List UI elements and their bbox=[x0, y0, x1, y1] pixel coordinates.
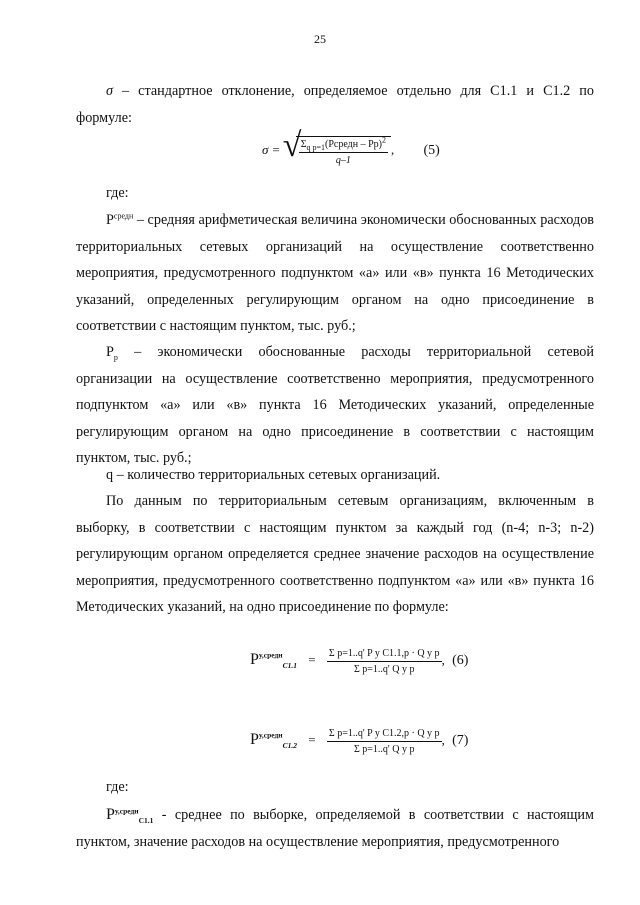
final-definition bbox=[76, 802, 594, 855]
final-sub: C1.1 bbox=[138, 815, 154, 825]
formula-7-eq: = bbox=[308, 732, 316, 748]
sigma-definition-text: – стандартное отклонение, определяемое отдельно для С1.1 и С1.2 по формуле: bbox=[76, 83, 594, 126]
sigma-definition bbox=[76, 78, 594, 131]
where-label-1: где: bbox=[106, 185, 129, 201]
formula-6-lhs-sup: у,средн bbox=[258, 651, 283, 661]
formula-6-comma: , bbox=[441, 652, 445, 668]
main-paragraph: По данным по территориальным сетевым организациям, включенным в выборку, в соответствии с настоящим пунктом за каждый год (n-4; n-3; n-2) регулирующим органом определяется среднее значение расходов на осуществление мероприятия, предусмотренного соответственно подпунктом «а» или «в» пункта 16 Методических указаний, на одно присоединение по формуле: bbox=[76, 493, 594, 615]
power: 2 bbox=[382, 135, 386, 145]
formula-5-numerator bbox=[299, 135, 388, 153]
final-symbol bbox=[106, 807, 153, 823]
formula-6-lhs-sub: C1.1 bbox=[282, 661, 298, 671]
formula-5-number: (5) bbox=[423, 142, 440, 158]
final-text: - среднее по выборке, определяемой в соответствии с настоящим пунктом, значение расходов на осуществление мероприятия, предусмотренного bbox=[76, 807, 594, 850]
sum-symbol: Σ bbox=[300, 139, 307, 150]
formula-7 bbox=[250, 728, 468, 755]
formula-7-comma: , bbox=[441, 732, 445, 748]
formula-7-fraction bbox=[327, 728, 442, 755]
q-definition: q – количество территориальных сетевых организаций. bbox=[106, 467, 441, 483]
formula-6-denominator: Σ p=1..q' Q у p bbox=[353, 664, 415, 675]
formula-7-number: (7) bbox=[452, 733, 469, 749]
psredn-text: – средняя арифметическая величина экономически обоснованных расходов территориальных сетевых организаций на осуществление соответственно мероприятия, предусмотренного подпунктом «а» или «в» пункта 16 Методических указаний, определенных регулирующим органом на одно присоединение в соответствии с настоящим пунктом, тыс. руб.; bbox=[76, 212, 594, 334]
where-label-2: где: bbox=[106, 779, 129, 795]
formula-7-lhs bbox=[250, 731, 298, 751]
formula-5-lhs: σ = bbox=[262, 141, 281, 157]
final-letter: P bbox=[106, 806, 115, 823]
formula-6-numerator: Σ p=1..q' P у C1.1,p · Q у p bbox=[327, 648, 442, 662]
psredn-sup: средн bbox=[113, 211, 134, 221]
psredn-letter: P bbox=[106, 212, 114, 228]
pp-sub: р bbox=[113, 352, 118, 362]
page-number: 25 bbox=[314, 32, 326, 46]
numerator-body: (Pсредн – Pр) bbox=[325, 139, 382, 150]
formula-6-number: (6) bbox=[452, 653, 469, 669]
psredn-definition bbox=[76, 207, 594, 340]
final-sup: у,средн bbox=[114, 806, 139, 816]
formula-7-lhs-letter: P bbox=[250, 731, 259, 749]
psredn-symbol bbox=[106, 212, 133, 228]
pp-letter: P bbox=[106, 344, 114, 360]
formula-5-comma: , bbox=[391, 141, 395, 157]
formula-6-lhs bbox=[250, 651, 298, 671]
formula-6-fraction bbox=[327, 648, 442, 675]
formula-5-denominator: q–1 bbox=[335, 155, 351, 166]
pp-text: – экономически обоснованные расходы территориальной сетевой организации на осуществление соответственно мероприятия, предусмотренного подпунктом «а» или «в» пункта 16 Методических указаний, определенные регулирующим органом на одно присоединение в соответствии с настоящим пунктом, тыс. руб.; bbox=[76, 344, 594, 466]
formula-6 bbox=[250, 648, 468, 675]
sigma-symbol: σ bbox=[106, 83, 113, 99]
formula-5-fraction bbox=[299, 135, 388, 166]
formula-6-lhs-letter: P bbox=[250, 651, 259, 669]
formula-7-lhs-sup: у,средн bbox=[258, 731, 283, 741]
formula-7-denominator: Σ p=1..q' Q у p bbox=[353, 744, 415, 755]
pp-definition bbox=[76, 339, 594, 472]
sum-limits: q p=1 bbox=[306, 143, 326, 152]
formula-5-sqrt bbox=[296, 136, 391, 166]
formula-6-eq: = bbox=[308, 652, 316, 668]
formula-7-lhs-sub: C1.2 bbox=[282, 741, 298, 751]
pp-symbol bbox=[106, 344, 118, 360]
formula-5 bbox=[262, 136, 440, 166]
formula-7-numerator: Σ p=1..q' P у C1.2,p · Q у p bbox=[327, 728, 442, 742]
